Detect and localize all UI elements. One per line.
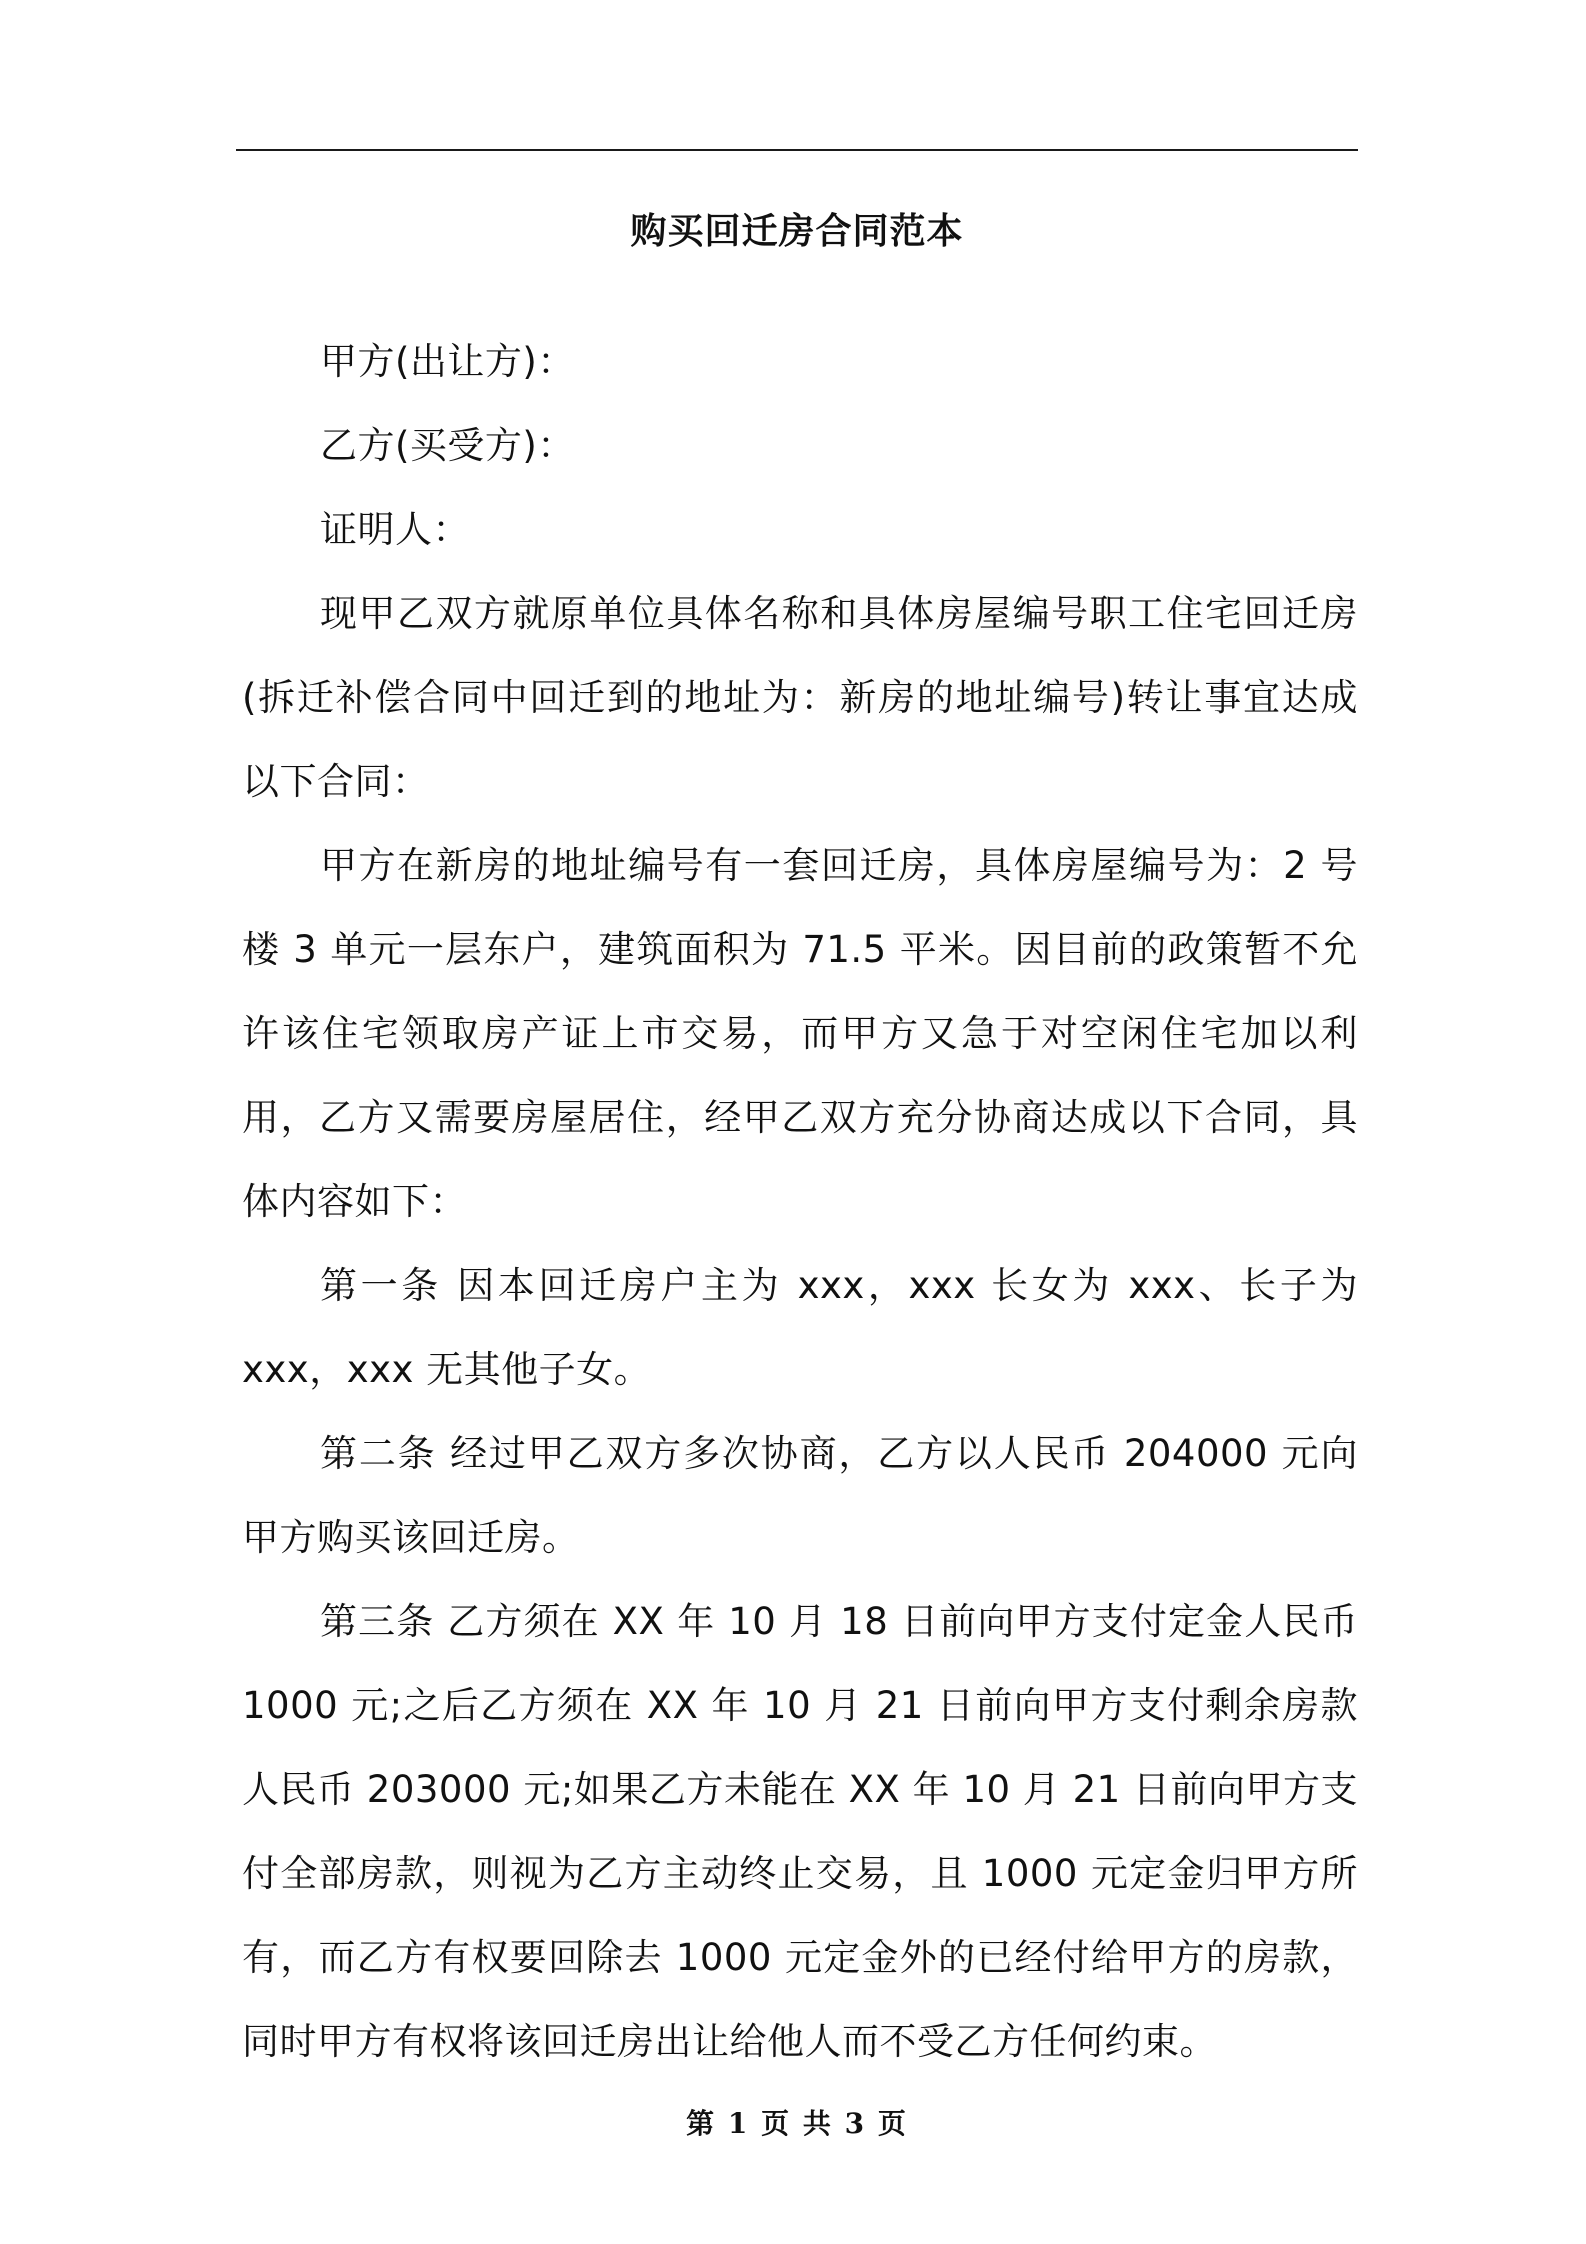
party-b-line: 乙方(买受方)： xyxy=(320,424,575,467)
article-1-paragraph: 第一条 因本回迁房户主为 xxx，xxx 长女为 xxx、长子为 xxx，xxx 无其他子女。 xyxy=(242,1264,1358,1391)
article-2-paragraph: 第二条 经过甲乙双方多次协商，乙方以人民币 204000 元向甲方购买该回迁房。 xyxy=(242,1432,1358,1559)
party-a-line: 甲方(出让方)： xyxy=(320,340,575,383)
background-paragraph: 甲方在新房的地址编号有一套回迁房，具体房屋编号为：2 号楼 3 单元一层东户，建筑面积为 71.5 平米。因目前的政策暂不允许该住宅领取房产证上市交易，而甲方又急于对空闲住宅加以利用，乙方又需要房屋居住，经甲乙双方充分协商达成以下合同，具体内容如下： xyxy=(242,844,1358,1223)
header-rule xyxy=(236,149,1358,151)
document-title: 购买回迁房合同范本 xyxy=(630,211,964,252)
witness-line: 证明人： xyxy=(320,508,470,551)
page-number-footer: 第 1 页 共 3 页 xyxy=(686,2107,908,2140)
document-body xyxy=(242,320,1358,2084)
preamble-paragraph: 现甲乙双方就原单位具体名称和具体房屋编号职工住宅回迁房(拆迁补偿合同中回迁到的地址为：新房的地址编号)转让事宜达成以下合同： xyxy=(242,592,1358,803)
article-3-paragraph: 第三条 乙方须在 XX 年 10 月 18 日前向甲方支付定金人民币 1000 元;之后乙方须在 XX 年 10 月 21 日前向甲方支付剩余房款人民币 203000 元;如果乙方未能在 XX 年 10 月 21 日前向甲方支付全部房款，则视为乙方主动终止交易，且 1000 元定金归甲方所有，而乙方有权要回除去 1000 元定金外的已经付给甲方的房款，同时甲方有权将该回迁房出让给他人而不受乙方任何约束。 xyxy=(242,1600,1358,2063)
